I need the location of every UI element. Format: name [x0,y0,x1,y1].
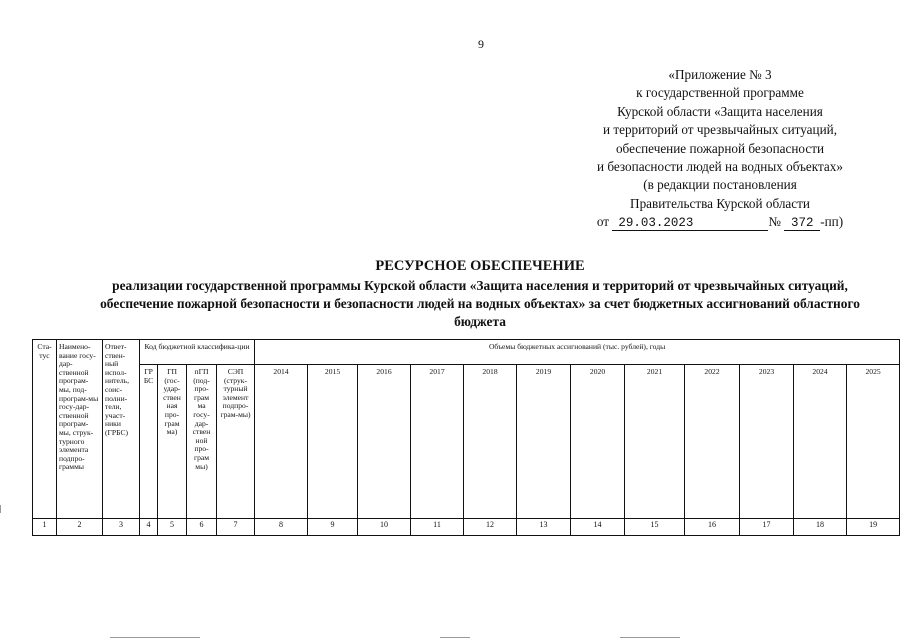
column-number: 6 [187,519,217,536]
year-header: 2014 [255,365,308,519]
table-header-row [33,340,900,365]
year-header: 2020 [571,365,625,519]
appendix-line: к государственной программе [636,85,804,101]
header-pgp: пГП (под-про-грам ма госу-дар-ствен ной про-грам мы) [187,365,217,519]
year-header: 2022 [685,365,740,519]
column-number: 19 [847,519,900,536]
number-prefix: № [768,214,781,230]
document-title: РЕСУРСНОЕ ОБЕСПЕЧЕНИЕ [375,258,585,274]
scan-artifact [0,505,1,513]
scan-artifact [110,637,200,638]
appendix-line: и безопасности людей на водных объектах» [597,159,843,175]
header-status: Ста-тус [33,340,57,519]
column-number: 3 [103,519,140,536]
year-header: 2016 [358,365,411,519]
column-number: 7 [217,519,255,536]
header-executor: Ответ-ствен-ный испол-нитель, соис-полни-тели, участ-ники (ГРБС) [103,340,140,519]
resource-table [32,339,900,536]
column-number: 15 [625,519,685,536]
column-number: 1 [33,519,57,536]
header-name: Наимено-вание госу-дар-ственной програм-мы, под-програм-мы госу-дар-ственной програм-мы, струк-турного элемента подпро-граммы [57,340,103,519]
appendix-line: обеспечение пожарной безопасности [615,140,825,156]
scan-artifact [620,637,680,638]
header-gp: ГП (гос-удар-ствен ная про-грам ма) [158,365,187,519]
appendix-line: (в редакции постановления [643,177,797,193]
year-header: 2018 [464,365,517,519]
decree-date-field: 29.03.2023 [612,217,768,231]
decree-number-field: 372 [784,217,820,231]
appendix-block [560,66,880,232]
header-volumes: Объемы бюджетных ассигнований (тыс. рублей), годы [255,340,900,365]
column-number: 2 [57,519,103,536]
year-header: 2015 [308,365,358,519]
year-header: 2025 [847,365,900,519]
title-block [80,258,880,331]
column-number: 10 [358,519,411,536]
year-header: 2021 [625,365,685,519]
document-subtitle: реализации государственной программы Курской области «Защита населения и территорий от чрезвычайных ситуаций, обеспечение пожарной безопасности и безопасности людей на водных объектах» за счет бюджетных ассигнований областного бюджета [100,278,860,329]
header-grbs: ГР БС [140,365,158,519]
column-number: 9 [308,519,358,536]
year-header: 2023 [740,365,794,519]
column-number: 18 [794,519,847,536]
year-header: 2019 [517,365,571,519]
header-budget-code: Код бюджетной классифика-ции [140,340,255,365]
column-number: 17 [740,519,794,536]
column-number: 12 [464,519,517,536]
table-subheader-row [33,365,900,519]
date-prefix: от [596,214,610,230]
decree-date-line [560,213,880,231]
column-number: 4 [140,519,158,536]
column-number: 16 [685,519,740,536]
page-number: 9 [478,37,484,51]
appendix-line: Правительства Курской области [630,195,810,211]
column-number-row [33,519,900,536]
year-header: 2017 [411,365,464,519]
header-sep: СЭП (струк-турный элемент подпро-грам-мы) [217,365,255,519]
scan-artifact [440,637,470,638]
column-number: 13 [517,519,571,536]
appendix-line: Курской области «Защита населения [617,103,823,119]
column-number: 14 [571,519,625,536]
year-header: 2024 [794,365,847,519]
column-number: 8 [255,519,308,536]
appendix-line: и территорий от чрезвычайных ситуаций, [602,122,837,138]
column-number: 11 [411,519,464,536]
number-suffix: -пп) [820,214,844,230]
column-number: 5 [158,519,187,536]
appendix-line: «Приложение № 3 [668,67,772,82]
